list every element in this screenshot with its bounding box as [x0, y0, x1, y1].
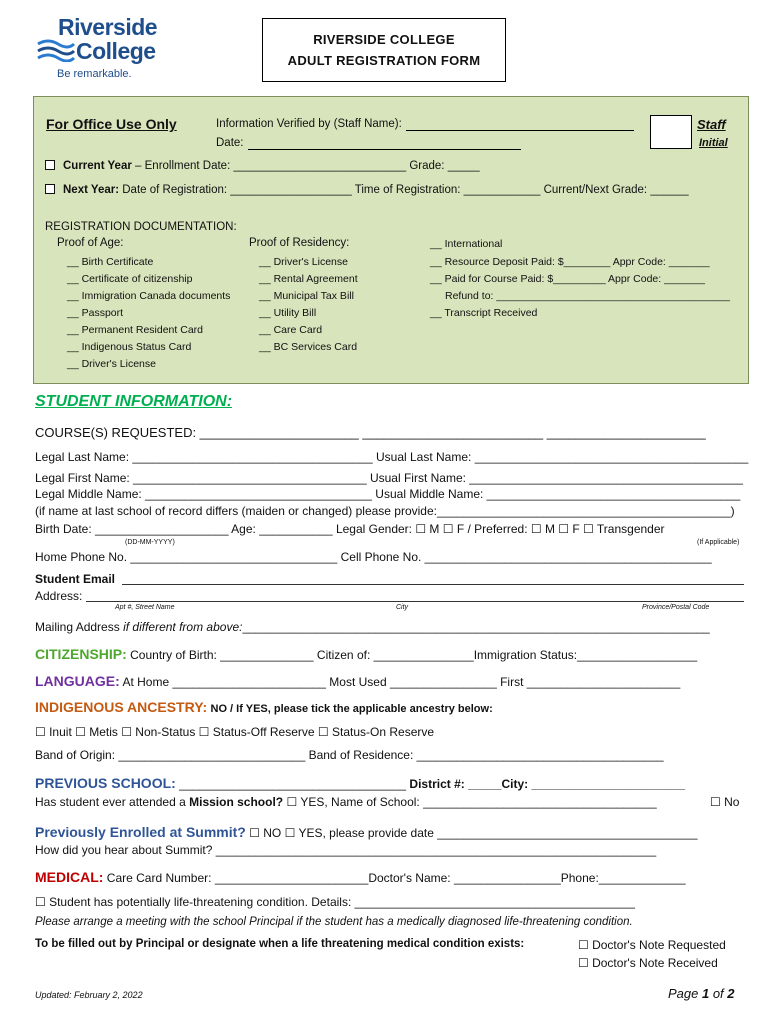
addr-hint-city: City [396, 604, 409, 611]
mailing-row[interactable]: Mailing Address if different from above:______________________________________________________________________ [35, 620, 710, 634]
office-right-item[interactable]: __ Resource Deposit Paid: $________ Appr Code: _______ [430, 256, 710, 268]
previous-school-row[interactable]: PREVIOUS SCHOOL: __________________________________ District #: _____City: _______________________ [35, 775, 685, 791]
residency-item[interactable]: __ Municipal Tax Bill [259, 290, 354, 302]
arrange-note: Please arrange a meeting with the school Principal if the student has a medically diagnosed life-threatening condition. [35, 916, 633, 928]
logo-waves-icon [36, 38, 76, 62]
band-row[interactable]: Band of Origin: ____________________________ Band of Residence: _____________________________________ [35, 748, 664, 762]
residency-item[interactable]: __ Utility Bill [259, 307, 317, 319]
logo-line2: College [76, 38, 156, 64]
birth-row[interactable]: Birth Date: ____________________ Age: ___________ Legal Gender: ☐ M ☐ F / Preferred: ☐ M ☐ F ☐ Transgender [35, 522, 665, 536]
language-row[interactable]: LANGUAGE: At Home _______________________ Most Used ________________ First _______________________ [35, 673, 681, 689]
current-year-row: Current Year – Enrollment Date: ___________________________ Grade: _____ [45, 160, 480, 172]
phone-row[interactable]: Home Phone No. _______________________________ Cell Phone No. ___________________________________________ [35, 550, 712, 564]
verified-label: Information Verified by (Staff Name): [216, 118, 402, 130]
email-label: Student Email [35, 572, 116, 586]
residency-item[interactable]: __ BC Services Card [259, 341, 358, 353]
next-year-checkbox[interactable] [45, 184, 55, 194]
addr-hint-street: Apt #, Street Name [115, 604, 175, 611]
address-line[interactable] [86, 601, 744, 602]
proof-residency-heading: Proof of Residency: [249, 237, 350, 249]
updated-date: Updated: February 2, 2022 [35, 990, 143, 1000]
current-year-checkbox[interactable] [45, 160, 55, 170]
citizenship-row[interactable]: CITIZENSHIP: Country of Birth: ______________ Citizen of: _______________Immigration Status:__________________ [35, 646, 698, 662]
next-year-row: Next Year: Date of Registration: ___________________ Time of Registration: ____________ Current/Next Grade: ______ [45, 184, 689, 196]
if-applicable-hint: (If Applicable) [697, 539, 740, 546]
dob-hint: (DD-MM-YYYY) [125, 539, 175, 546]
staff-initial-box[interactable] [650, 115, 692, 149]
age-item[interactable]: __ Immigration Canada documents [67, 290, 231, 302]
email-line[interactable] [122, 584, 744, 585]
mission-no[interactable]: ☐ No [710, 795, 740, 809]
addr-hint-province: Province/Postal Code [642, 604, 710, 611]
form-title-box [262, 18, 506, 82]
logo-line1: Riverside [58, 14, 158, 40]
date-line[interactable] [248, 149, 521, 150]
summit-row[interactable]: Previously Enrolled at Summit? ☐ NO ☐ YES, please provide date _______________________________________ [35, 824, 698, 840]
verified-line[interactable] [406, 130, 634, 131]
address-label: Address: [35, 589, 83, 603]
age-item[interactable]: __ Indigenous Status Card [67, 341, 192, 353]
office-right-item[interactable]: Refund to: ________________________________________ [445, 290, 730, 302]
age-item[interactable]: __ Permanent Resident Card [67, 324, 203, 336]
logo-tagline: Be remarkable. [57, 68, 132, 80]
medical-row[interactable]: MEDICAL: Care Card Number: _______________________Doctor's Name: ________________Phone:_____________ [35, 869, 686, 885]
page-number: Page 1 of 2 [668, 986, 735, 1001]
last-name-row[interactable]: Legal Last Name: ____________________________________ Usual Last Name: _________________________________________ [35, 450, 749, 464]
maiden-row[interactable]: (if name at last school of record differs (maiden or changed) please provide:____________________________________________) [35, 504, 735, 518]
age-item[interactable]: __ Driver's License [67, 358, 156, 370]
form-title-line2: ADULT REGISTRATION FORM [287, 53, 481, 68]
initial-label: Initial [699, 137, 728, 149]
residency-item[interactable]: __ Care Card [259, 324, 323, 336]
mission-row[interactable]: Has student ever attended a Mission school? ☐ YES, Name of School: ___________________________________ [35, 795, 657, 809]
principal-note: To be filled out by Principal or designate when a life threatening medical condition exists: [35, 938, 525, 950]
age-item[interactable]: __ Passport [67, 307, 124, 319]
doctor-note-received[interactable]: ☐ Doctor's Note Received [578, 956, 718, 970]
indigenous-row[interactable]: INDIGENOUS ANCESTRY: NO / If YES, please tick the applicable ancestry below: [35, 699, 493, 715]
form-title-line1: RIVERSIDE COLLEGE [313, 32, 455, 47]
age-item[interactable]: __ Birth Certificate [67, 256, 154, 268]
office-right-item[interactable]: __ Transcript Received [430, 307, 538, 319]
office-right-item[interactable]: __ International [430, 238, 503, 250]
middle-name-row[interactable]: Legal Middle Name: __________________________________ Usual Middle Name: ______________________________________ [35, 487, 741, 501]
residency-item[interactable]: __ Driver's License [259, 256, 348, 268]
age-item[interactable]: __ Certificate of citizenship [67, 273, 193, 285]
office-heading: For Office Use Only [46, 116, 177, 132]
office-right-item[interactable]: __ Paid for Course Paid: $_________ Appr Code: _______ [430, 273, 705, 285]
ancestry-row[interactable]: ☐ Inuit ☐ Metis ☐ Non-Status ☐ Status-Off Reserve ☐ Status-On Reserve [35, 725, 435, 739]
hear-row[interactable]: How did you hear about Summit? __________________________________________________________________ [35, 843, 657, 857]
doctor-note-requested[interactable]: ☐ Doctor's Note Requested [578, 938, 726, 952]
courses-row[interactable]: COURSE(S) REQUESTED: ______________________ _________________________ ______________________ [35, 425, 706, 440]
staff-label: Staff [697, 117, 726, 132]
threat-row[interactable]: ☐ Student has potentially life-threatening condition. Details: __________________________________________ [35, 895, 635, 909]
residency-item[interactable]: __ Rental Agreement [259, 273, 358, 285]
proof-age-heading: Proof of Age: [57, 237, 124, 249]
date-label: Date: [216, 137, 244, 149]
first-name-row[interactable]: Legal First Name: ___________________________________ Usual First Name: _________________________________________ [35, 471, 743, 485]
student-info-heading: STUDENT INFORMATION: [35, 393, 233, 410]
reg-doc-heading: REGISTRATION DOCUMENTATION: [45, 221, 237, 233]
